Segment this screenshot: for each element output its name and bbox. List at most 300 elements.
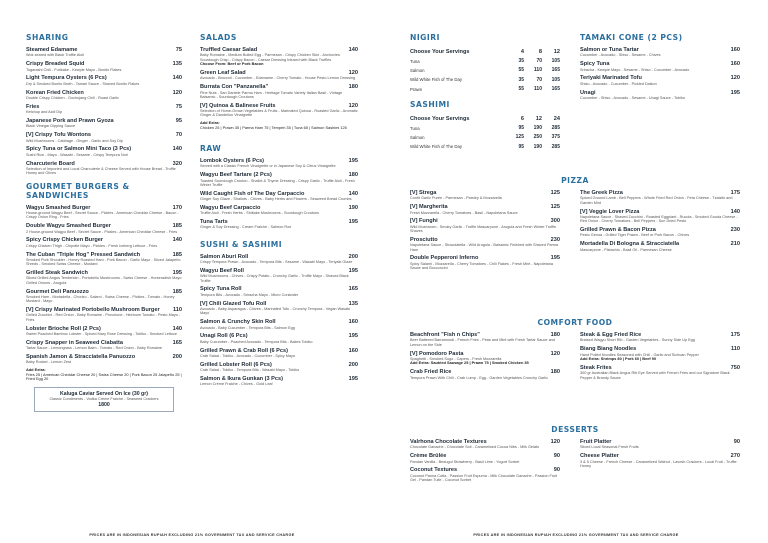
menu-item-description: Spiced Ground Lamb - Bell Peppers - Whole Fried Red Onion - Feta Cheese - Tzatziki and Garden Mint — [580, 196, 733, 205]
menu-item-price: 120 — [172, 89, 182, 96]
menu-item-price: 90 — [553, 467, 560, 474]
section-title-desserts: DESSERTS — [551, 425, 599, 434]
menu-item-price: 300 — [550, 218, 560, 225]
menu-item-price: 120 — [348, 102, 358, 109]
menu-item — [580, 332, 740, 343]
menu-item-name: Spicy Tuna — [580, 61, 610, 68]
menu-item-description: Sliced Local Seasonal Fresh Fruits — [580, 445, 639, 450]
desserts-list-left — [410, 439, 560, 486]
menu-item-name: Grilled Prawn & Bacon Pizza — [580, 227, 656, 233]
menu-item — [200, 376, 358, 387]
menu-item — [410, 351, 560, 366]
menu-page-right — [384, 0, 768, 543]
salads-list — [200, 47, 358, 118]
menu-item-name: Fruit Platter — [580, 439, 612, 445]
menu-item-name: Burrata Con "Panzanella" — [200, 84, 269, 91]
menu-item — [200, 319, 358, 330]
menu-item — [26, 118, 182, 129]
menu-item-name: Beachfront "Fish n Chips" — [410, 332, 480, 338]
menu-item — [200, 84, 358, 99]
menu-item-description: Pesto Genoa - Grilled Tiger Prawn - Beef or Pork Bacon - Chives — [580, 233, 690, 238]
menu-item-description: 2 House-ground Wagyu Beef - Secret Sauce - Pickles - American Cheddar Cheese - Fries — [26, 229, 178, 234]
menu-item-description: Avocado - Baby Asparagus - Chives - Marinated Tofu - Crunchy Tempura - Vegan Wasabi Mayo — [200, 307, 351, 316]
menu-item-name: Steak & Egg Fried Rice — [580, 332, 642, 338]
serving-price: 125 — [515, 134, 524, 141]
serving-row — [410, 142, 560, 151]
menu-item-description: Beer Battered Barramundi - French Fries - Peas and Mint with Fresh Tartar Sauce and Lemon on the Side — [410, 338, 555, 347]
menu-item — [410, 332, 560, 347]
menu-item-description: Wok seared with Black Truffle Aioli — [26, 53, 84, 58]
menu-item-name: Unagi — [580, 89, 596, 96]
menu-item-name: Tuna Tarts — [200, 219, 228, 226]
menu-item-name: Coconut Textures — [410, 467, 458, 474]
salads-add-extra-title: Add Extra: — [200, 120, 220, 126]
menu-item-name: [V] Crispy Marinated Portobello Mushroom Burger — [26, 307, 160, 314]
menu-item-description: Hand Pulled Noodles Seasoned with Chili - Garlic and Sichuan Pepper — [580, 352, 699, 357]
menu-item-description: Selection of Home-Grown Vegetables & Fruits - Marinated Quinoa - Roasted Garlic - Aromatic Ginger & Dandelion Vinaigrette — [200, 109, 358, 118]
serving-price: 35 — [518, 58, 524, 65]
menu-item — [26, 205, 182, 220]
menu-item-name: Spicy Tuna or Salmon Mini Taco (3 Pcs) — [26, 146, 132, 153]
menu-item-price: 195 — [730, 89, 740, 96]
menu-item — [200, 268, 358, 283]
menu-item-price: 140 — [348, 190, 358, 197]
menu-item — [580, 47, 740, 58]
menu-item-description: Sliced Grilled Angus Tenderloin - Portobello Mushrooms - Swiss Cheese - Horseradish Mayo Grilled Onions - Arugula — [26, 276, 182, 285]
menu-item-name: Unagi Roll (6 Pcs) — [200, 333, 248, 340]
menu-item-price: 195 — [348, 375, 358, 382]
section-title-tamaki: TAMAKI CONE (2 PCS) — [580, 33, 683, 42]
menu-item-description: Crispy Chicken Thigh - Chipotle Mayo - Pickles - Fresh Iceberg Lettuce - Fries — [26, 243, 158, 248]
menu-item-name: Green Leaf Salad — [200, 69, 246, 76]
menu-item-description: Crab Salad - Tobiko - Tempura Bits - Wasabi Mayo - Tobiko — [200, 368, 300, 373]
pizza-list-right — [580, 190, 740, 274]
menu-item-price: 750 — [730, 364, 740, 371]
menu-item-name: Crab Fried Rice — [410, 369, 452, 376]
section-title-sushi: SUSHI & SASHIMI — [200, 239, 283, 249]
burgers-add-extra — [26, 368, 182, 381]
menu-item-price: 190 — [348, 204, 358, 211]
menu-item-name: Wagyu Beef Roll — [200, 267, 244, 274]
serving-price: 70 — [536, 76, 542, 83]
menu-item — [410, 439, 560, 450]
menu-item-name: Truffled Caesar Salad — [200, 47, 258, 53]
menu-item-price: 140 — [730, 208, 740, 215]
serving-label: Tuna — [410, 125, 420, 131]
pizza-list-left — [410, 190, 560, 274]
menu-item — [26, 132, 182, 143]
menu-item-name: Valrhona Chocolate Textures — [410, 439, 487, 445]
menu-item-name: Double Pepperoni Inferno — [410, 255, 479, 262]
section-title-sashimi: SASHIMI — [410, 99, 450, 109]
caviar-desc: Classic Condiments - Vodka Crème Fraiche - Seaweed Crackers — [49, 397, 159, 402]
column-tamaki — [580, 33, 740, 104]
menu-item-name: Fries — [26, 103, 40, 110]
menu-item — [26, 307, 182, 322]
nigiri-header-c3: 12 — [553, 48, 560, 55]
menu-item — [410, 218, 560, 233]
menu-item-description: 300 gr Australian Black Angus Rib Eye Served with French Fries and our Signature Black Pepper & Brandy Sauce — [580, 371, 730, 380]
menu-item-price: 140 — [172, 146, 182, 153]
menu-item-name: The Cuban "Triple Hog" Pressed Sandwich — [26, 251, 141, 258]
menu-item-description: House-ground Wagyu Beef - Secret Sauce - Pickles - American Cheddar Cheese - Bacon - Crispy Onion Ring - Fries — [26, 211, 179, 220]
menu-item-description: Fresh Mozzarella - Cherry Tomatoes - Basil - Napoletana Sauce — [410, 210, 518, 215]
menu-item-price: 95 — [175, 118, 182, 125]
menu-item-description: Sriracha - Kewpie Mayo - Sesame - Shiso - Cucumber - Avocado — [580, 67, 690, 72]
menu-item-price: 195 — [550, 255, 560, 262]
menu-item — [26, 237, 182, 248]
section-title-salads: SALADS — [200, 33, 237, 42]
menu-item-name: [V] Chili Glazed Tofu Roll — [200, 300, 267, 307]
menu-item-name: Spanish Jamon & Stracciatella Panuozzo — [26, 353, 136, 360]
menu-item-price: 160 — [730, 47, 740, 53]
menu-item-price: 175 — [730, 190, 740, 196]
menu-item-name: Wagyu Beef Tartare (2 Pcs) — [200, 172, 272, 179]
serving-price: 285 — [551, 125, 560, 132]
menu-item-description: Dry & Smoked Bonito Broth - Tamari Sauce - Shaved Bonito Flakes — [26, 81, 140, 86]
menu-item — [26, 289, 182, 304]
section-title-pizza: PIZZA — [561, 176, 589, 185]
menu-item-description: Truffle Aioli - Fresh Herbs - Shiitake Mushrooms - Sourdough Croutons — [200, 211, 320, 216]
menu-item-price: 195 — [348, 267, 358, 274]
menu-item-description: Tempura Prawn With Chili - Crab Lump - Egg - Garden Vegetables Crunchy Garlic — [410, 375, 549, 380]
serving-price: 165 — [551, 86, 560, 93]
menu-item-description: Crab Salad - Tobiko - Avocado - Cucumber - Spicy Mayo — [200, 353, 296, 358]
nigiri-table — [410, 47, 560, 94]
serving-price: 110 — [533, 86, 542, 93]
menu-item-description: Shiso - Avocado - Cucumber - Pickled Daikon — [580, 81, 657, 86]
menu-item-description: Cucumber - Avocado - Shiso - Sesame - Chives — [580, 53, 661, 58]
menu-item-name: Gourmet Deli Panuozzo — [26, 288, 89, 295]
menu-item-name: [V] Quinoa & Balinese Fruits — [200, 102, 276, 109]
menu-item-description: Baby Cucumber - Poached Avocado - Tempura Bits - Bakes Tobiko — [200, 339, 313, 344]
comfort-list-right — [580, 332, 740, 383]
menu-item-name: Grilled Steak Sandwich — [26, 270, 88, 277]
menu-item-price: 230 — [730, 227, 740, 233]
menu-item-price: 165 — [348, 286, 358, 293]
menu-item-description: Selection of Imported and Local Charcuterie & Cheese Served with House Bread - Truffle Honey and Olives — [26, 167, 176, 176]
menu-item-price: 120 — [550, 439, 560, 445]
serving-label: Wild White Fish of The Day — [410, 144, 462, 150]
menu-item-name: Light Tempura Oysters (6 Pcs) — [26, 75, 107, 82]
menu-item-name: Wild Caught Fish of The Day Carpaccio — [200, 190, 305, 197]
menu-item-price: 70 — [175, 132, 182, 139]
menu-item-price: 75 — [175, 103, 182, 110]
sashimi-header-c3: 24 — [553, 115, 560, 122]
sashimi-header-label: Choose Your Servings — [410, 115, 470, 122]
menu-item-price: 125 — [550, 204, 560, 211]
sashimi-table — [410, 114, 560, 152]
menu-item-price: 320 — [172, 160, 182, 167]
column-salads-raw-sushi — [200, 33, 358, 390]
menu-item-name: Wagyu Smashed Burger — [26, 204, 91, 211]
menu-item-name: Crispy Snapper in Seaweed Ciabatta — [26, 339, 123, 346]
caviar-box — [34, 387, 174, 411]
menu-item — [580, 209, 740, 224]
menu-item-description: Coconut Panna Cotta - Passion Fruit Espuma - Milk Chocolate Ganache - Passion Fruit Gel - Pandan Tuile - Coconut Sorbet — [410, 473, 558, 483]
menu-item-description: Baby Romaine - Medium Boiled Egg - Parmesan - Crispy Chicken Skin - Anchovies Sourdough Crisp - Crispy Bacon - Caesar Dressing Infused with Black Truffles — [200, 53, 340, 62]
menu-item — [200, 219, 358, 230]
menu-item — [26, 326, 182, 337]
menu-item-name: Japanese Pork and Prawn Gyoza — [26, 118, 114, 125]
menu-item-price: 90 — [553, 453, 560, 460]
caviar-price: 1800 — [98, 401, 110, 408]
menu-item-description: Lemon Crème Fraiche - Chives - Gold Leaf — [200, 382, 273, 387]
section-title-nigiri: NIGIRI — [410, 33, 440, 42]
comfort-list-left — [410, 332, 560, 383]
menu-item-price: 120 — [550, 350, 560, 357]
serving-price: 35 — [518, 76, 524, 83]
menu-item — [200, 301, 358, 316]
menu-item-description: Ketchup and Aioli Dip — [26, 110, 63, 115]
menu-item-price: 200 — [348, 253, 358, 260]
menu-item-name: [V] Funghi — [410, 218, 438, 225]
menu-item — [200, 158, 358, 169]
nigiri-header-c2: 8 — [538, 48, 542, 55]
serving-row — [410, 85, 560, 94]
menu-item-price: 210 — [730, 241, 740, 248]
serving-row — [410, 133, 560, 142]
menu-item-description: Tartar Sauce - Lemongrass - Lemon Balm - Tomato - Red Onion - Baby Romaine — [26, 346, 163, 351]
menu-item-description: Crispy Tempura Prawn - Avocado - Tempura Bits - Sesame - Wasabi Mayo - Teriyaki Glaze — [200, 260, 353, 265]
menu-item-description: Grilled Zucchini - Red Onion - Baby Romaine - Provolone - Heirloom Tomato - Pesto Mayo - Fries — [26, 313, 181, 322]
sushi-list — [200, 254, 358, 387]
nigiri-header-label: Choose Your Servings — [410, 48, 470, 55]
menu-item — [26, 104, 182, 115]
menu-item-description: Avocado - Baby Cucumber - Tempura Bits - Salmon Egg — [200, 325, 295, 330]
menu-item — [26, 252, 182, 267]
menu-item-description: Baby Rocket - Lemon Zest — [26, 360, 71, 365]
menu-item-name: [V] Veggie Lover Pizza — [580, 208, 640, 215]
menu-item-price: 160 — [730, 61, 740, 68]
menu-item-choose: Choose From: Beef or Pork Bacon — [200, 61, 264, 66]
menu-item — [410, 453, 560, 464]
menu-item-price: 195 — [348, 219, 358, 226]
menu-item — [200, 286, 358, 297]
menu-item — [580, 227, 740, 238]
menu-item-name: Korean Fried Chicken — [26, 89, 84, 96]
menu-item-price: 75 — [175, 47, 182, 53]
serving-price: 95 — [518, 125, 524, 132]
menu-item-add: Add Extra: Shrimps 80 | Pork 60 | Beef 90 — [580, 355, 657, 361]
nigiri-header-c1: 4 — [520, 48, 524, 55]
nigiri-header-row — [410, 47, 560, 56]
serving-label: Salmon — [410, 67, 425, 73]
menu-item — [410, 237, 560, 252]
section-title-comfort: COMFORT FOOD — [537, 318, 613, 327]
desserts-list-right — [580, 439, 740, 486]
menu-item — [580, 190, 740, 205]
serving-price: 95 — [518, 143, 524, 150]
menu-item — [410, 369, 560, 380]
serving-price: 110 — [533, 67, 542, 74]
menu-item — [580, 439, 740, 450]
menu-item-price: 125 — [550, 190, 560, 196]
menu-item-description: Wild Mushrooms - Chives - Crispy Potato - Crunchy Garlic - Truffle Mayo - Shaved Black Truffle — [200, 274, 349, 283]
sharing-list — [26, 47, 182, 176]
menu-item — [200, 254, 358, 265]
menu-item — [200, 205, 358, 216]
menu-item — [580, 453, 740, 468]
menu-item-name: Teriyaki Marinated Tofu — [580, 75, 642, 82]
serving-row — [410, 123, 560, 132]
menu-item-price: 180 — [348, 172, 358, 179]
menu-item-price: 175 — [730, 332, 740, 338]
menu-item-description: Spicy Salami - Mozzarella - Cherry Tomatoes - Chili Flakes - Fresh Mint - Napoletana Sauce and Bocconcini — [410, 261, 553, 271]
menu-item-price: 110 — [172, 307, 182, 314]
menu-item-price: 160 — [348, 347, 358, 354]
menu-item-name: Steamed Edamame — [26, 47, 78, 53]
menu-item-description: Sweet Poached Bamboo Lobster - Spiced Mary Rose Dressing - Tobiko - Smoked Lettuce — [26, 331, 178, 336]
menu-item-name: Steak Frites — [580, 364, 612, 371]
serving-price: 285 — [551, 143, 560, 150]
serving-price: 375 — [551, 134, 560, 141]
menu-item-description: 3 & 5 Cheese - French Cheese - Caramelized Walnut - Lavosh Crackers - Local Fruit - Truffle Honey — [580, 459, 737, 468]
menu-item — [26, 340, 182, 351]
burgers-list — [26, 205, 182, 365]
comfort-section — [410, 318, 740, 383]
column-sharing-burgers — [26, 33, 182, 412]
menu-item-price: 140 — [172, 237, 182, 244]
menu-item-price: 195 — [348, 333, 358, 340]
menu-item-description: Togarashi Chili - Furikake - Kewpie Mayo - Bonito Flakes — [26, 67, 122, 72]
menu-item-name: [V] Crispy Tofu Wontons — [26, 132, 92, 139]
menu-item-name: Salmon Aburi Roll — [200, 253, 249, 260]
menu-item-name: Grilled Prawn & Crab Roll (6 Pcs) — [200, 347, 288, 354]
sashimi-header-c1: 6 — [520, 115, 524, 122]
menu-item-description: Sushi Rice - Mayo - Wasabi - Sesame - Crispy Tempura Nori — [26, 152, 128, 157]
menu-item-price: 135 — [348, 300, 358, 307]
menu-item-price: 270 — [730, 453, 740, 460]
menu-item-price: 195 — [348, 157, 358, 164]
menu-item-name: [V] Pomodoro Pasta — [410, 350, 464, 357]
serving-label: Prawn — [410, 86, 423, 92]
menu-item-name: Lobster Brioche Roll (2 Pcs) — [26, 325, 101, 332]
menu-item-name: Cheese Platter — [580, 453, 619, 460]
serving-price: 190 — [533, 143, 542, 150]
menu-item — [26, 61, 182, 72]
menu-item-description: Wild Mushroom - Smoky Garlic - Truffle Mascarpone - Arugula and Fresh Winter Truffle Shaves — [410, 224, 557, 234]
menu-item-price: 230 — [550, 236, 560, 243]
serving-price: 250 — [533, 134, 542, 141]
menu-item-description: Confit Garlic Purée - Parmesan - Parsley & Mozzarella — [410, 196, 502, 201]
menu-item-add: Add Extra: Sautéed Sausage 25 | Prawn 75 | Smoked Chicken 35 — [410, 360, 529, 366]
menu-item-price: 200 — [172, 353, 182, 360]
sashimi-header-c2: 12 — [535, 115, 542, 122]
menu-item-name: Double Wagyu Smashed Burger — [26, 223, 111, 230]
menu-item-name: Salmon & Crunchy Skin Roll — [200, 319, 276, 326]
serving-price: 105 — [551, 58, 560, 65]
menu-item-description: Black Vinegar Dipping Sauce — [26, 124, 76, 129]
menu-item-description: Spaghetti - Smoked Sugo - Capers - Fresh Mozzarella — [410, 356, 502, 361]
menu-item-description: Napoletana Sauce - Shaved Zucchini - Roasted Eggplant - Rucola - Smoked Gouda Cheese - Red Onion - Cherry Tomatoes - Bell Peppers - Sun Dried Pesto — [580, 214, 738, 224]
burgers-add-extra-title: Add Extra: — [26, 367, 46, 373]
menu-item — [410, 190, 560, 201]
menu-item-price: 185 — [172, 288, 182, 295]
menu-item — [410, 467, 560, 482]
menu-item-description: Served with a Classic French Vinaigrette or in Japanese Soy & Citrus Vinaigrette — [200, 164, 336, 169]
menu-item-price: 140 — [348, 47, 358, 53]
salads-add-extra — [200, 121, 358, 130]
menu-item-description: Smoked Pork Shoulder - Honey Roasted Ham - Pork Bacon - Garlic Mayo - Sliced Jalapeño Shreds - Smoked Swiss Cheese - Mustard — [26, 257, 181, 267]
menu-item-description: Ginger & Soy Dressing - Cream Fraiche - Salmon Roe — [200, 225, 292, 230]
menu-item-description: Wild Mushrooms - Cabbage - Ginger - Garlic and Soy Dip — [26, 138, 123, 143]
sashimi-rows — [410, 123, 560, 151]
menu-item-price: 180 — [550, 369, 560, 376]
menu-item-name: Charcuterie Board — [26, 160, 75, 167]
menu-item-name: Grilled Lobster Roll (6 Pcs) — [200, 361, 272, 368]
menu-item-name: Spicy Tuna Roll — [200, 286, 242, 293]
desserts-section — [410, 425, 740, 486]
column-nigiri-sashimi — [410, 33, 560, 152]
menu-item-name: Biang Biang Noodles — [580, 346, 637, 353]
serving-price: 105 — [551, 76, 560, 83]
menu-item — [200, 103, 358, 118]
menu-item — [410, 204, 560, 215]
menu-item — [26, 47, 182, 58]
menu-item-name: [V] Strega — [410, 190, 437, 196]
menu-item — [26, 161, 182, 176]
menu-item — [26, 354, 182, 365]
serving-label: Tuna — [410, 58, 420, 64]
menu-item — [580, 241, 740, 252]
menu-item-price: 90 — [733, 439, 740, 445]
pizza-section — [410, 176, 740, 274]
menu-item-name: [V] Margherita — [410, 204, 448, 211]
menu-item-price: 140 — [172, 325, 182, 332]
section-title-raw: RAW — [200, 143, 222, 153]
menu-item — [26, 270, 182, 285]
menu-item-price: 135 — [172, 61, 182, 68]
serving-price: 165 — [551, 67, 560, 74]
menu-item-description: Chocolate Ganache - Chocolate Soil - Caramelised Cocoa Nibs - Milk Gelato — [410, 445, 540, 450]
menu-item — [200, 172, 358, 187]
serving-label: Wild White Fish of The Day — [410, 77, 462, 83]
menu-item-description: Smoked Ham - Mortadella - Chorizo - Salami - Swiss Cheese - Pickles - Tomato - Honey Mustard - Mayo — [26, 294, 175, 304]
serving-price: 70 — [536, 58, 542, 65]
serving-row — [410, 66, 560, 75]
serving-price: 55 — [518, 67, 524, 74]
menu-item-name: Crispy Breaded Squid — [26, 61, 85, 68]
menu-item-price: 120 — [348, 69, 358, 76]
menu-item — [26, 90, 182, 101]
menu-item-description: Cucumber - Shiso - Avocado - Sesame - Unagi Sauce - Tobiko — [580, 96, 685, 101]
menu-item-price: 170 — [172, 204, 182, 211]
menu-item-description: Avocado - Broccoli - Cucumber - Edamame - Cherry Tomato - House Pesto Lemon Dressing — [200, 76, 356, 81]
menu-item-name: Wagyu Beef Carpaccio — [200, 204, 261, 211]
menu-item-name: Lombok Oysters (6 Pcs) — [200, 157, 265, 164]
menu-item — [580, 75, 740, 86]
serving-price: 55 — [518, 86, 524, 93]
caviar-title: Kaluga Caviar Served On Ice (30 gr) — [60, 391, 148, 398]
salads-add-extra-text: Chicken 25 | Prawn 35 | Parma Ham 75 | Tempeh 35 | Tuna 65 | Salmon Sashimi 125 — [200, 124, 347, 130]
menu-item — [580, 90, 740, 101]
serving-row — [410, 56, 560, 65]
menu-item-name: Spicy Crispy Chicken Burger — [26, 237, 104, 244]
serving-price: 190 — [533, 125, 542, 132]
menu-item-name: Mortadella Di Bologna & Stracciatella — [580, 241, 680, 248]
menu-item — [580, 365, 740, 380]
raw-list — [200, 158, 358, 230]
section-title-sharing: SHARING — [26, 33, 69, 42]
footer-left: PRICES ARE IN INDONESIAN RUPIAH EXCLUDING 21% GOVERNMENT TAX AND SERVICE CHARGE — [89, 533, 295, 537]
menu-item-price: 110 — [730, 346, 740, 353]
menu-item-price: 180 — [550, 332, 560, 338]
menu-item — [200, 348, 358, 359]
menu-item — [200, 191, 358, 202]
menu-item — [200, 47, 358, 66]
menu-item-price: 185 — [172, 251, 182, 258]
